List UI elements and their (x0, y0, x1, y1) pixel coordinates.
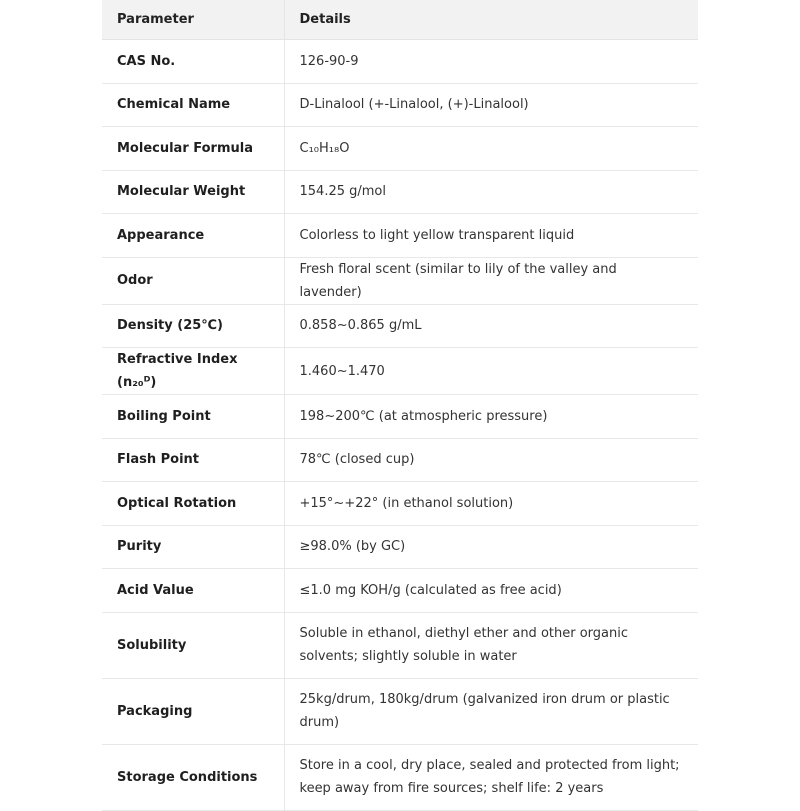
details-cell: 1.460~1.470 (284, 348, 698, 395)
parameter-cell: Molecular Weight (102, 170, 284, 214)
parameter-cell: Chemical Name (102, 83, 284, 127)
table-row (102, 304, 698, 348)
table-row (102, 40, 698, 84)
details-cell: ≤1.0 mg KOH/g (calculated as free acid) (284, 569, 698, 613)
specification-table (102, 0, 698, 811)
parameter-cell: Odor (102, 257, 284, 304)
table-row (102, 214, 698, 258)
table-row (102, 525, 698, 569)
table-row (102, 83, 698, 127)
details-cell: Soluble in ethanol, diethyl ether and other organic solvents; slightly soluble in water (284, 612, 698, 678)
parameter-cell: Molecular Formula (102, 127, 284, 171)
table-row (102, 170, 698, 214)
details-cell: 0.858~0.865 g/mL (284, 304, 698, 348)
details-cell: D-Linalool (+-Linalool, (+)-Linalool) (284, 83, 698, 127)
details-cell: 78℃ (closed cup) (284, 438, 698, 482)
header-details: Details (284, 0, 698, 40)
table-row (102, 348, 698, 395)
parameter-cell: Solubility (102, 612, 284, 678)
details-cell: Fresh floral scent (similar to lily of the valley and lavender) (284, 257, 698, 304)
table-row (102, 612, 698, 678)
parameter-cell: Boiling Point (102, 395, 284, 439)
details-cell: 126-90-9 (284, 40, 698, 84)
details-cell: 198~200℃ (at atmospheric pressure) (284, 395, 698, 439)
details-cell: ≥98.0% (by GC) (284, 525, 698, 569)
table-row (102, 395, 698, 439)
parameter-cell: Density (25℃) (102, 304, 284, 348)
details-cell: +15°~+22° (in ethanol solution) (284, 482, 698, 526)
details-cell: C₁₀H₁₈O (284, 127, 698, 171)
parameter-cell: Purity (102, 525, 284, 569)
details-cell: 25kg/drum, 180kg/drum (galvanized iron drum or plastic drum) (284, 678, 698, 744)
table-row (102, 257, 698, 304)
parameter-cell: Storage Conditions (102, 744, 284, 810)
parameter-cell: Refractive Index (n₂₀ᴰ) (102, 348, 284, 395)
header-parameter: Parameter (102, 0, 284, 40)
parameter-cell: Acid Value (102, 569, 284, 613)
parameter-cell: CAS No. (102, 40, 284, 84)
table-row (102, 569, 698, 613)
table-row (102, 127, 698, 171)
table-row (102, 678, 698, 744)
table-row (102, 438, 698, 482)
table-header-row (102, 0, 698, 40)
details-cell: Store in a cool, dry place, sealed and protected from light; keep away from fire sources; shelf life: 2 years (284, 744, 698, 810)
table-row (102, 482, 698, 526)
parameter-cell: Appearance (102, 214, 284, 258)
table-row (102, 744, 698, 810)
details-cell: Colorless to light yellow transparent liquid (284, 214, 698, 258)
parameter-cell: Optical Rotation (102, 482, 284, 526)
parameter-cell: Packaging (102, 678, 284, 744)
details-cell: 154.25 g/mol (284, 170, 698, 214)
parameter-cell: Flash Point (102, 438, 284, 482)
